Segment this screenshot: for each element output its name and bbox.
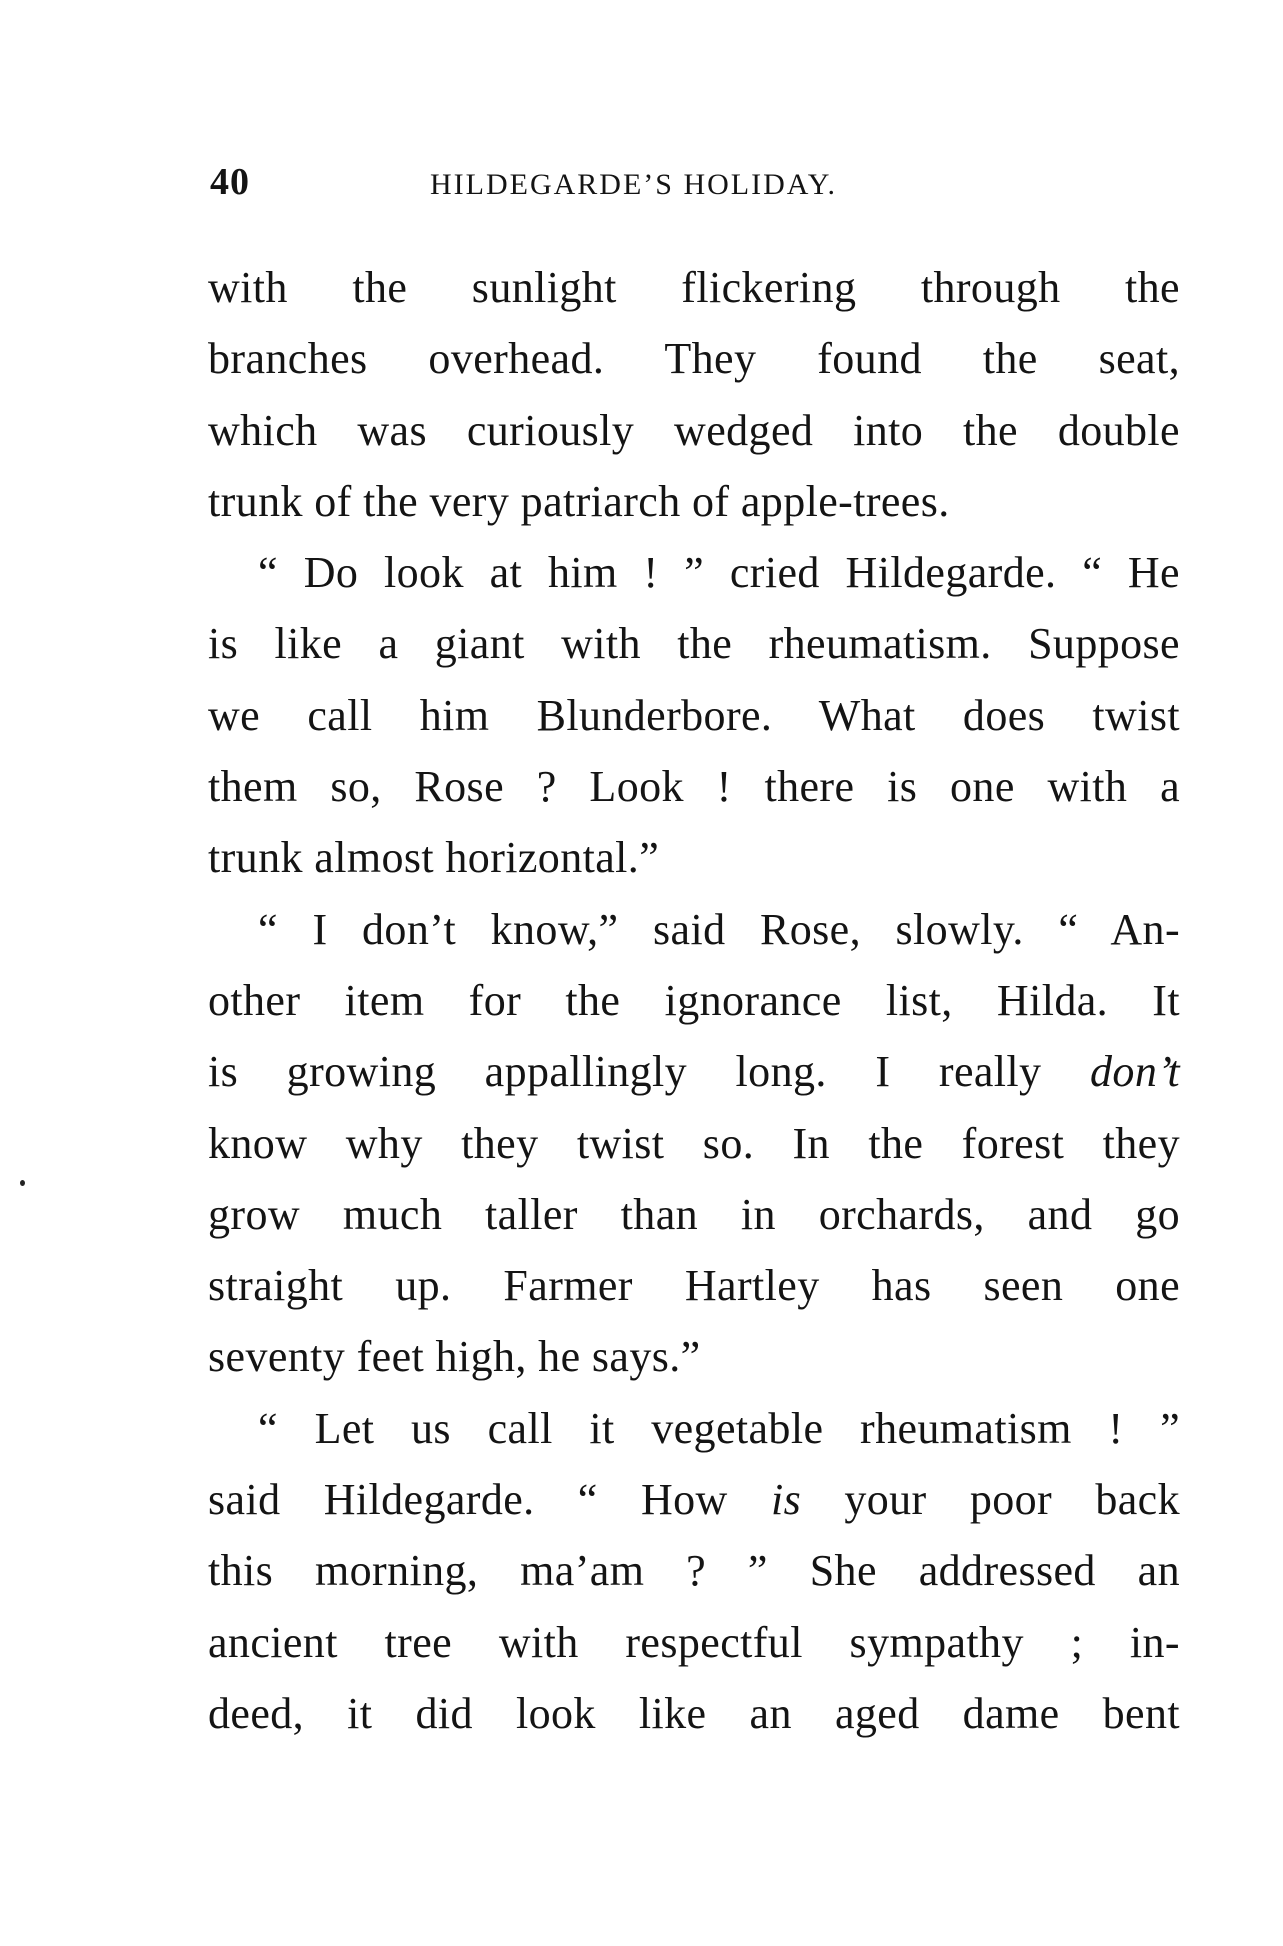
text-line: “ Let us call it vegetable rheumatism ! ” xyxy=(258,1403,1180,1453)
text-line: them so, Rose ? Look ! there is one with a xyxy=(208,762,1180,812)
body-text xyxy=(208,252,1180,1749)
text-line: which was curiously wedged into the double xyxy=(208,405,1180,455)
text-line: trunk of the very patriarch of apple-trees. xyxy=(208,476,950,526)
text-line: know why they twist so. In the forest they xyxy=(208,1118,1180,1168)
text-line: straight up. Farmer Hartley has seen one xyxy=(208,1261,1180,1311)
text-line xyxy=(208,1036,1180,1107)
text-line xyxy=(208,1464,1180,1535)
text-segment: is growing appallingly long. I really xyxy=(208,1047,1042,1097)
text-line: ancient tree with respectful sympathy ; in- xyxy=(208,1617,1180,1667)
text-line: grow much taller than in orchards, and go xyxy=(208,1189,1180,1239)
text-line: trunk almost horizontal.” xyxy=(208,833,660,883)
text-line: branches overhead. They found the seat, xyxy=(208,334,1180,384)
italic-word: is xyxy=(770,1475,802,1525)
text-line: deed, it did look like an aged dame bent xyxy=(208,1688,1180,1738)
text-line: this morning, ma’am ? ” She addressed an xyxy=(208,1546,1180,1596)
text-line: we call him Blunderbore. What does twist xyxy=(208,690,1180,740)
text-segment: said Hildegarde. “ How xyxy=(208,1475,728,1525)
text-line: other item for the ignorance list, Hilda. It xyxy=(208,975,1180,1025)
text-line: with the sunlight flickering through the xyxy=(208,263,1180,312)
text-line: seventy feet high, he says.” xyxy=(208,1332,701,1382)
text-segment: your poor back xyxy=(844,1475,1180,1525)
text-line: “ I don’t know,” said Rose, slowly. “ An- xyxy=(258,904,1180,954)
italic-word: don’t xyxy=(1090,1047,1181,1097)
page-number: 40 xyxy=(210,161,250,203)
text-line: is like a giant with the rheumatism. Suppose xyxy=(208,619,1180,669)
ink-speck xyxy=(20,1180,25,1186)
running-head: HILDEGARDE’S HOLIDAY. xyxy=(430,168,837,201)
page-header xyxy=(210,160,1000,210)
text-line: “ Do look at him ! ” cried Hildegarde. “ He xyxy=(258,548,1180,598)
